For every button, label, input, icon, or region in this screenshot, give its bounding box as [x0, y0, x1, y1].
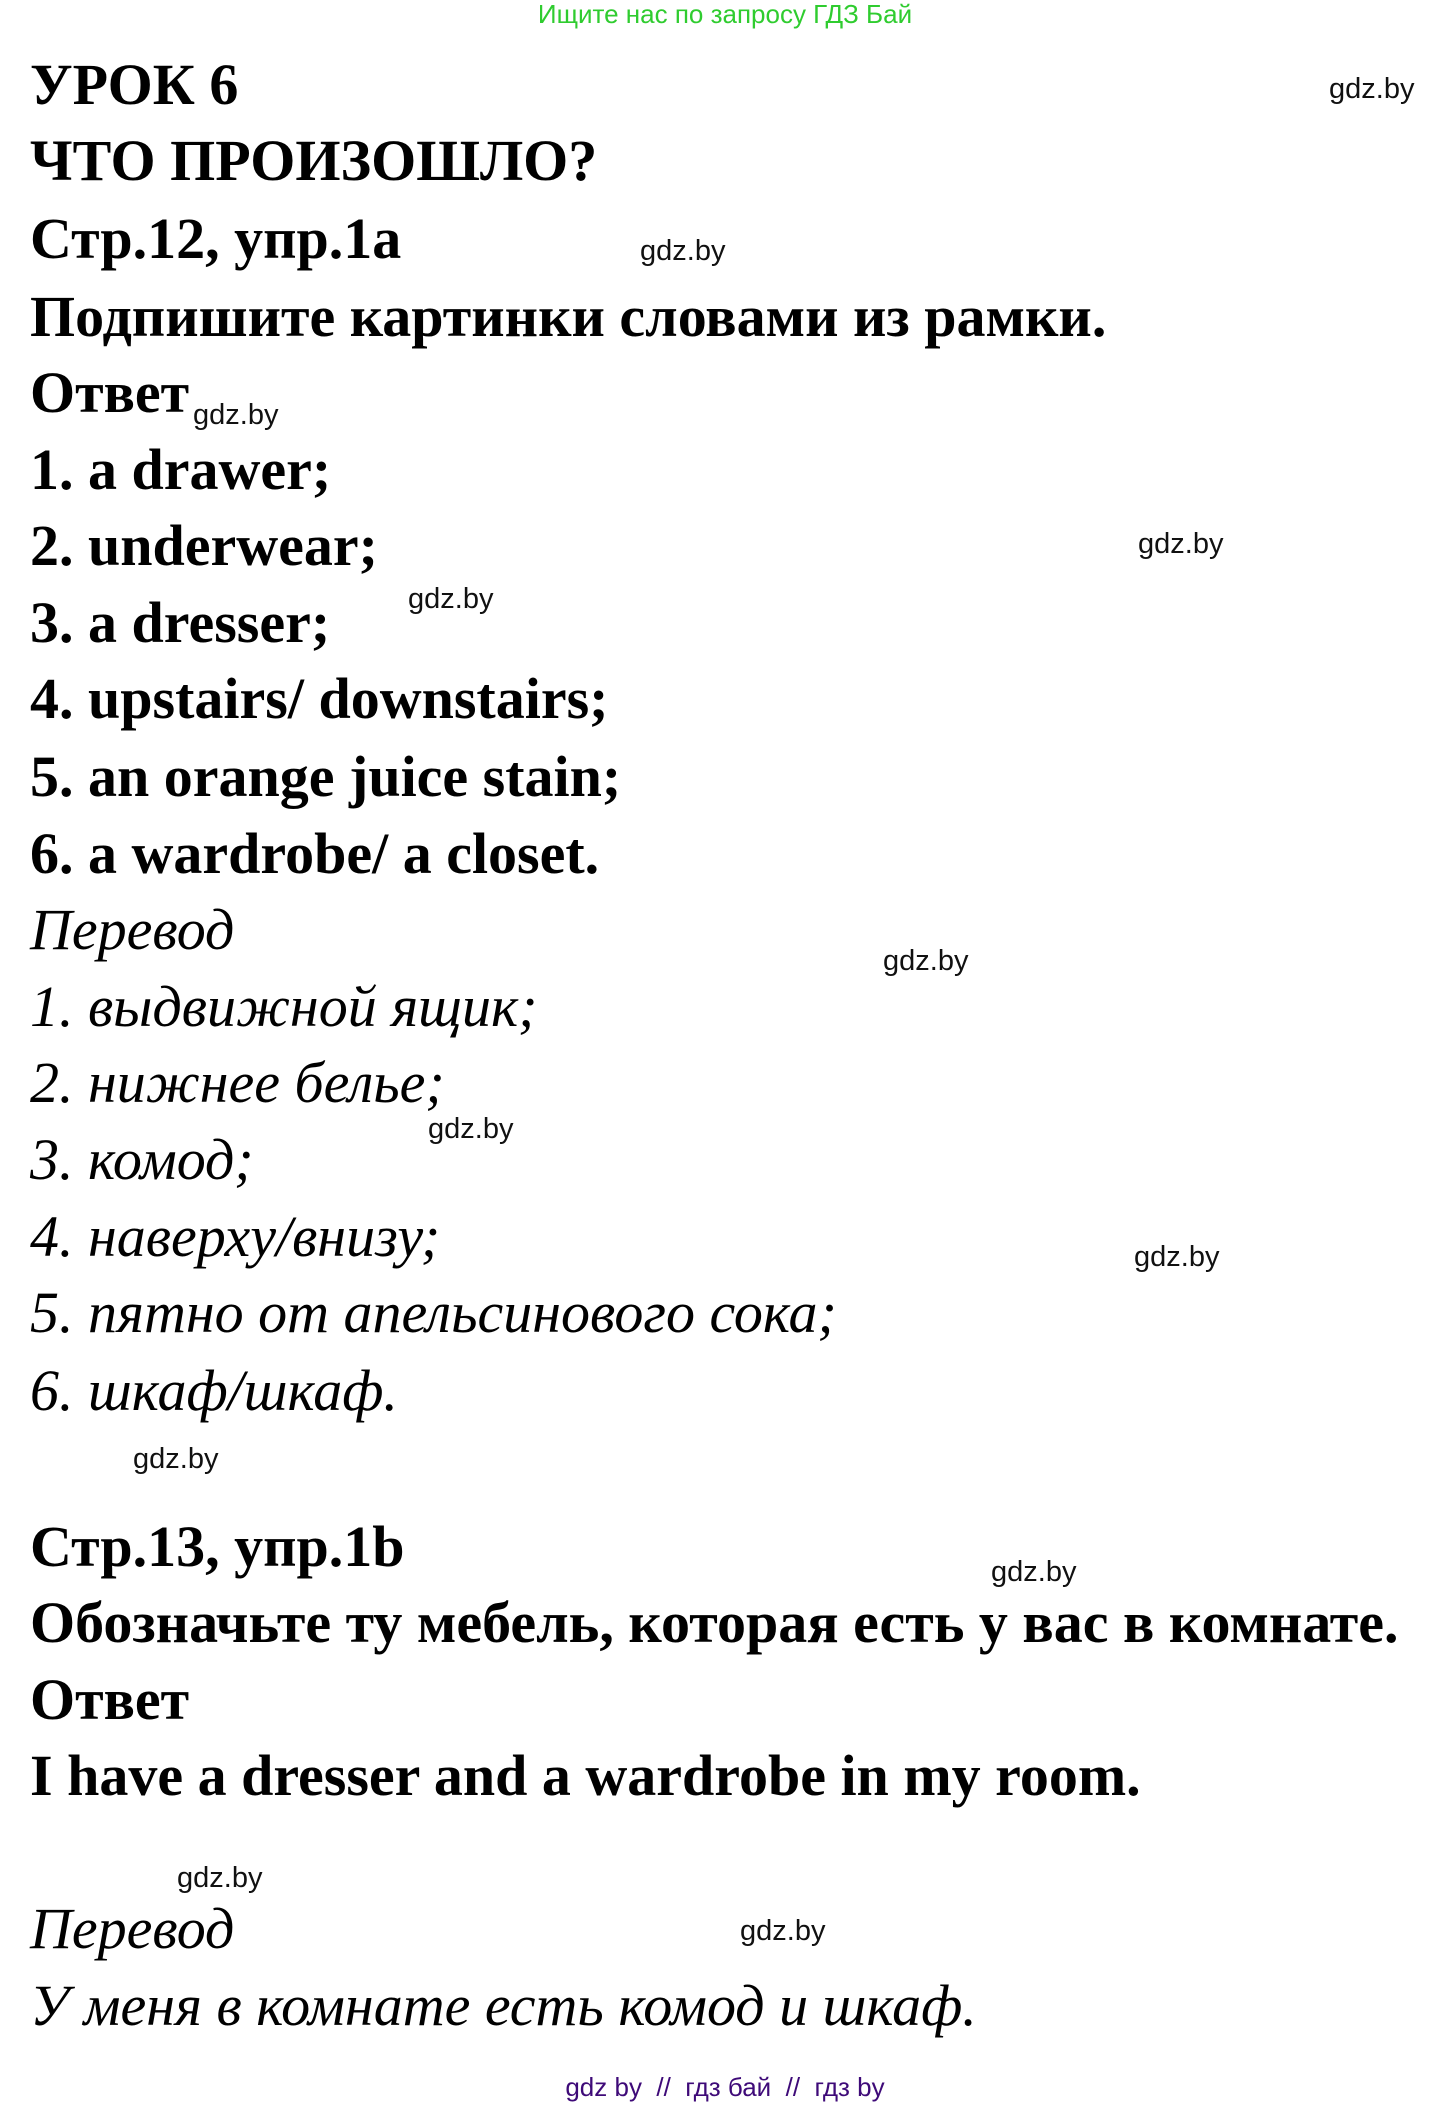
answer-item: 2. underwear;: [30, 513, 378, 578]
answer-item: 1. a drawer;: [30, 437, 332, 502]
answer-item: 4. upstairs/ downstairs;: [30, 666, 609, 731]
answer-text: I have a dresser and a wardrobe in my room.: [30, 1743, 1141, 1808]
translation-item: 3. комод;: [30, 1127, 254, 1192]
answer-item: 3. a dresser;: [30, 590, 331, 655]
watermark: gdz.by: [428, 1113, 514, 1145]
answer-item: 6. a wardrobe/ a closet.: [30, 821, 600, 886]
watermark: gdz.by: [1134, 1241, 1220, 1273]
watermark: gdz.by: [991, 1556, 1077, 1588]
watermark: gdz.by: [1329, 73, 1415, 105]
watermark: gdz.by: [1138, 528, 1224, 560]
translation-item: 5. пятно от апельсинового сока;: [30, 1280, 837, 1345]
search-banner[interactable]: Ищите нас по запросу ГДЗ Бай: [537, 0, 913, 29]
watermark: gdz.by: [740, 1915, 826, 1947]
translation-item: 1. выдвижной ящик;: [30, 974, 538, 1039]
watermark: gdz.by: [177, 1862, 263, 1894]
exercise-task: Подпишите картинки словами из рамки.: [30, 284, 1107, 349]
translation-item: 6. шкаф/шкаф.: [30, 1358, 398, 1423]
answer-label: Ответ: [30, 360, 190, 425]
footer-links[interactable]: gdz by // гдз бай // гдз by: [565, 2072, 885, 2102]
answer-label: Ответ: [30, 1667, 190, 1732]
answer-item: 5. an orange juice stain;: [30, 744, 622, 809]
watermark: gdz.by: [408, 583, 494, 615]
watermark: gdz.by: [133, 1443, 219, 1475]
exercise-ref: Стр.12, упр.1a: [30, 206, 402, 271]
exercise-ref: Стр.13, упр.1b: [30, 1514, 405, 1579]
watermark: gdz.by: [193, 399, 279, 431]
translation-label: Перевод: [30, 897, 235, 962]
watermark: gdz.by: [640, 235, 726, 267]
translation-label: Перевод: [30, 1896, 235, 1961]
exercise-task: Обозначьте ту мебель, которая есть у вас в комнате.: [30, 1590, 1399, 1655]
translation-item: 4. наверху/внизу;: [30, 1204, 441, 1269]
lesson-title: УРОК 6: [30, 52, 239, 117]
translation-item: 2. нижнее белье;: [30, 1050, 445, 1115]
lesson-subtitle: ЧТО ПРОИЗОШЛО?: [30, 128, 598, 193]
translation-text: У меня в комнате есть комод и шкаф.: [30, 1973, 977, 2038]
watermark: gdz.by: [883, 945, 969, 977]
